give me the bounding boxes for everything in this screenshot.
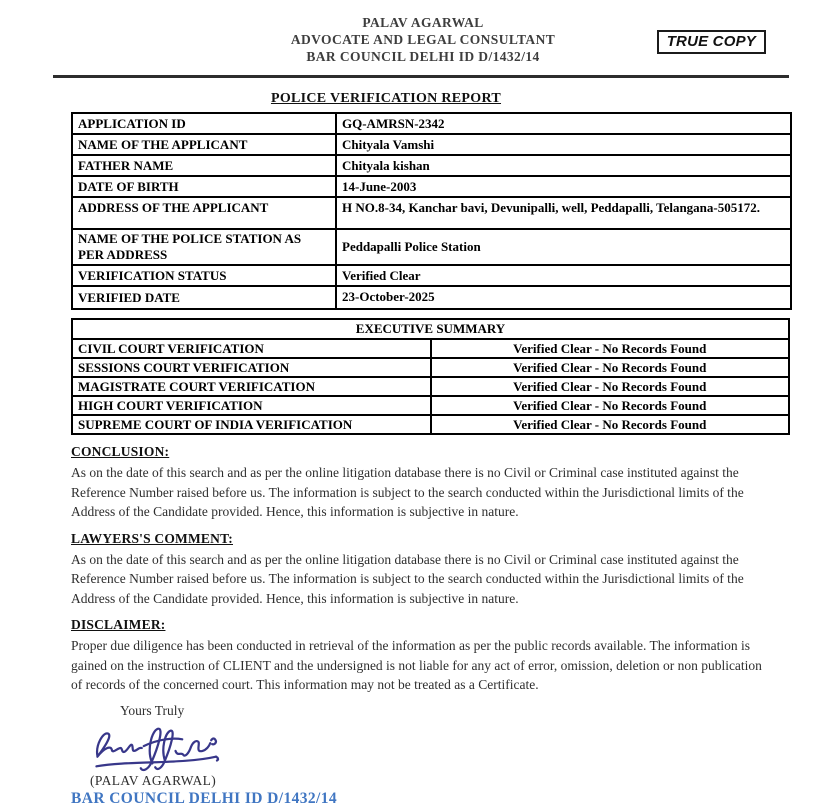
table-row — [72, 113, 791, 134]
section-body: Proper due diligence has been conducted in retrieval of the information as per the public records available. The information is gained on the instruction of CLIENT and the undersigned is not liable for any act of error, omission, deletion or non publication of records of the concerned court. This information may not be treated as a Certificate. — [71, 638, 762, 692]
signature-image — [88, 721, 832, 775]
detail-label: VERIFIED DATE — [72, 286, 336, 309]
section-lawyers-comment — [71, 531, 771, 609]
letterhead-bar-id: BAR COUNCIL DELHI ID D/1432/14 — [306, 49, 540, 64]
summary-label: MAGISTRATE COURT VERIFICATION — [72, 377, 431, 396]
signatory-name: (PALAV AGARWAL) — [90, 772, 217, 788]
summary-value: Verified Clear - No Records Found — [431, 358, 790, 377]
signature-ink — [88, 721, 236, 775]
title-row — [0, 89, 832, 107]
table-row — [72, 286, 791, 309]
text-sections — [71, 444, 771, 695]
table-row — [72, 415, 789, 434]
table-row — [72, 197, 791, 229]
detail-value: GQ-AMRSN-2342 — [336, 113, 791, 134]
detail-value: H NO.8-34, Kanchar bavi, Devunipalli, well, Peddapalli, Telangana-505172. — [336, 197, 791, 229]
detail-label: NAME OF THE POLICE STATION AS PER ADDRESS — [72, 229, 336, 265]
detail-label: NAME OF THE APPLICANT — [72, 134, 336, 155]
summary-header: EXECUTIVE SUMMARY — [72, 319, 789, 339]
table-row — [72, 134, 791, 155]
section-heading: LAWYERS'S COMMENT: — [71, 530, 233, 546]
detail-value: 23-October-2025 — [336, 286, 791, 309]
summary-label: HIGH COURT VERIFICATION — [72, 396, 431, 415]
detail-label: VERIFICATION STATUS — [72, 265, 336, 286]
divider-rule — [53, 75, 789, 78]
section-conclusion — [71, 444, 771, 522]
document-page — [0, 14, 832, 807]
table-row — [72, 176, 791, 197]
summary-header-row — [72, 319, 789, 339]
section-disclaimer — [71, 617, 771, 695]
summary-value: Verified Clear - No Records Found — [431, 339, 790, 358]
summary-value: Verified Clear - No Records Found — [431, 377, 790, 396]
detail-label: ADDRESS OF THE APPLICANT — [72, 197, 336, 229]
closing-salutation: Yours Truly — [120, 702, 185, 718]
section-heading: DISCLAIMER: — [71, 617, 166, 632]
table-row — [72, 396, 789, 415]
table-row — [72, 377, 789, 396]
detail-label: DATE OF BIRTH — [72, 176, 336, 197]
true-copy-label: TRUE COPY — [666, 33, 756, 50]
summary-label: SUPREME COURT OF INDIA VERIFICATION — [72, 415, 431, 434]
detail-value: 14-June-2003 — [336, 176, 791, 197]
letterhead-name: PALAV AGARWAL — [362, 15, 484, 30]
page-title: POLICE VERIFICATION REPORT — [270, 91, 502, 106]
section-heading: CONCLUSION: — [71, 444, 170, 459]
table-row — [72, 155, 791, 176]
summary-label: SESSIONS COURT VERIFICATION — [72, 358, 431, 377]
details-table — [71, 112, 792, 310]
table-row — [72, 339, 789, 358]
detail-value: Peddapalli Police Station — [336, 229, 791, 265]
section-body: As on the date of this search and as per the online litigation database there is no Civil or Criminal case instituted against the Reference Number raised before us. The information is subject to the search conducted within the Jurisdictional limits of the Address of the Candidate provided. Hence, this information is subjective in nature. — [71, 465, 744, 519]
detail-label: APPLICATION ID — [72, 113, 336, 134]
letterhead-role: ADVOCATE AND LEGAL CONSULTANT — [290, 32, 556, 47]
summary-table — [71, 318, 790, 435]
detail-value: Verified Clear — [336, 265, 791, 286]
table-row — [72, 265, 791, 286]
signatory-bar-id: BAR COUNCIL DELHI ID D/1432/14 — [71, 789, 338, 807]
summary-label: CIVIL COURT VERIFICATION — [72, 339, 431, 358]
summary-value: Verified Clear - No Records Found — [431, 396, 790, 415]
detail-value: Chityala Vamshi — [336, 134, 791, 155]
detail-value: Chityala kishan — [336, 155, 791, 176]
table-row — [72, 358, 789, 377]
section-body: As on the date of this search and as per the online litigation database there is no Civil or Criminal case instituted against the Reference Number raised before us. The information is subject to the search conducted within the Jurisdictional limits of the Address of the Candidate provided. Hence, this information is subjective in nature. — [71, 551, 744, 606]
true-copy-stamp — [657, 30, 766, 54]
detail-label: FATHER NAME — [72, 155, 336, 176]
table-row — [72, 229, 791, 265]
summary-value: Verified Clear - No Records Found — [431, 415, 790, 434]
